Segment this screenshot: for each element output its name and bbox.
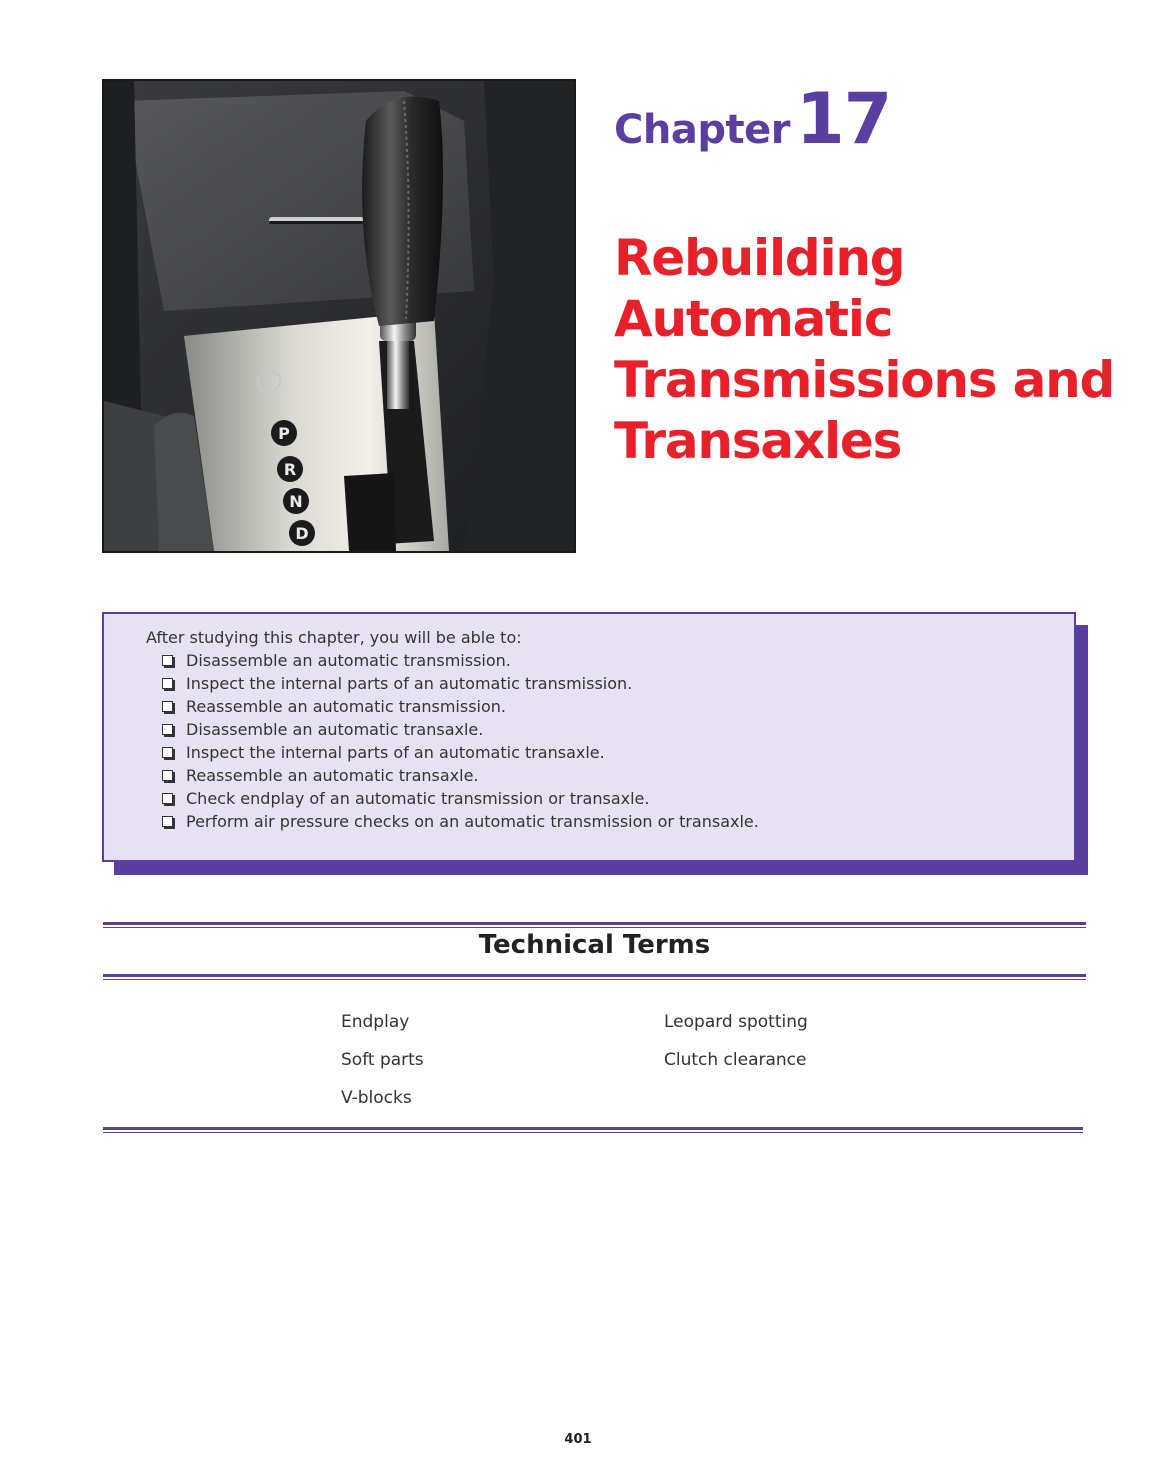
chapter-photo — [102, 79, 576, 553]
objective-item — [162, 787, 1074, 810]
shift-lever-illustration — [104, 81, 574, 551]
term-item: Leopard spotting — [664, 1012, 808, 1032]
objective-item — [162, 764, 1074, 787]
objective-item — [162, 718, 1074, 741]
checkbox-icon — [162, 701, 173, 712]
objective-item — [162, 810, 1074, 833]
checkbox-icon — [162, 747, 173, 758]
objective-text: Disassemble an automatic transmission. — [186, 651, 511, 670]
term-item: Soft parts — [341, 1050, 424, 1070]
objective-text: Inspect the internal parts of an automatic transaxle. — [186, 743, 605, 762]
divider-rule-bottom — [103, 1127, 1083, 1133]
checkbox-icon — [162, 724, 173, 735]
objective-item — [162, 741, 1074, 764]
objective-text: Perform air pressure checks on an automatic transmission or transaxle. — [186, 812, 759, 831]
chapter-title-line: Rebuilding — [614, 229, 905, 287]
checkbox-icon — [162, 655, 173, 666]
term-item: V-blocks — [341, 1088, 412, 1108]
chapter-heading — [614, 78, 891, 160]
terms-column-2 — [664, 1003, 808, 1079]
gear-indicator-label: R — [283, 460, 297, 479]
term-item: Clutch clearance — [664, 1050, 807, 1070]
page-number: 401 — [564, 1432, 592, 1447]
objective-item — [162, 649, 1074, 672]
chapter-title-line: Transaxles — [614, 412, 902, 470]
objective-text: Reassemble an automatic transaxle. — [186, 766, 479, 785]
gear-indicator-label: D — [295, 524, 309, 543]
gear-indicator-label: P — [278, 424, 290, 443]
objectives-box — [102, 612, 1076, 862]
checkbox-icon — [162, 816, 173, 827]
chapter-title-line: Transmissions and — [614, 351, 1115, 409]
checkbox-icon — [162, 678, 173, 689]
chapter-label: Chapter — [614, 107, 790, 153]
term-item: Endplay — [341, 1012, 410, 1032]
objective-text: Disassemble an automatic transaxle. — [186, 720, 484, 739]
checkbox-icon — [162, 770, 173, 781]
chapter-title — [614, 228, 1134, 472]
objective-text: Inspect the internal parts of an automatic transmission. — [186, 674, 633, 693]
terms-column-1 — [341, 1003, 424, 1117]
objective-text: Check endplay of an automatic transmission or transaxle. — [186, 789, 650, 808]
objectives-intro: After studying this chapter, you will be able to: — [146, 628, 522, 647]
objective-item — [162, 695, 1074, 718]
chapter-title-line: Automatic — [614, 290, 893, 348]
divider-rule-top — [103, 922, 1086, 928]
technical-terms-heading: Technical Terms — [478, 930, 711, 960]
objective-text: Reassemble an automatic transmission. — [186, 697, 507, 716]
gear-indicator-label: N — [289, 492, 303, 511]
objective-item — [162, 672, 1074, 695]
checkbox-icon — [162, 793, 173, 804]
divider-rule-middle — [103, 974, 1086, 980]
chapter-number: 17 — [795, 78, 892, 160]
objectives-list — [146, 649, 1074, 833]
